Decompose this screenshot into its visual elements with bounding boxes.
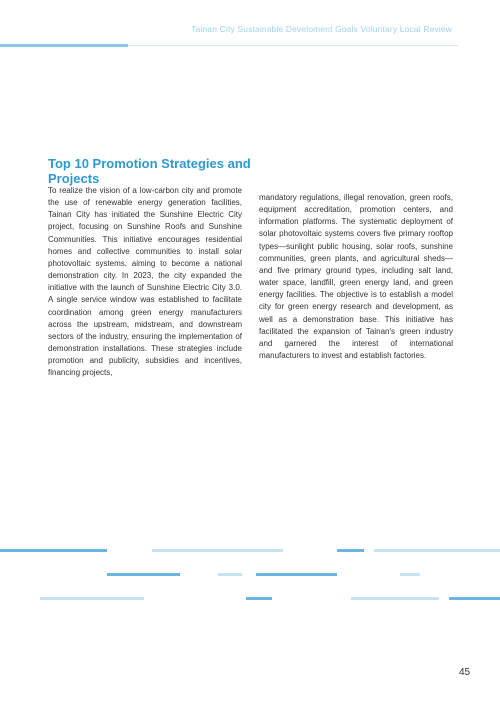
stripe <box>400 573 420 576</box>
body-paragraph-right: mandatory regulations, illegal renovation, green roofs, equipment accreditation, promotion centers, and information platforms. The systematic deployment of solar photovoltaic systems covers five primary rooftop types—sunlight public housing, solar roofs, sunshine communities, green plants, and agricultural sheds—and five primary ground types, including salt land, water space, landfill, green energy land, and green energy facilities. The objective is to establish a model city for green energy research and development, as well as a demonstration base. This initiative has facilitated the expansion of Tainan's green industry and garnered the interest of international manufacturers to invest and establish factories. <box>259 193 453 361</box>
stripe <box>374 549 500 552</box>
stripe <box>256 573 337 576</box>
stripe <box>449 597 500 600</box>
stripe <box>0 549 107 552</box>
stripe <box>337 549 364 552</box>
stripe <box>40 597 144 600</box>
running-title: Tainan City Sustainable Develoment Goals Voluntary Local Review <box>191 24 452 34</box>
body-paragraph-left: To realize the vision of a low-carbon city and promote the use of renewable energy generation facilities, Tainan City has initiated the Sunshine Electric City project, focusing on Sunshine Roofs and Sunshine Communities. This initiative encourages residential homes and collective communities to install solar photovoltaic systems, aiming to become a national demonstration city. In 2023, the city expanded the initiative with the launch of Sunshine Electric City 3.0. A single service window was established to facilitate coordination among green energy manufacturers across the upstream, midstream, and downstream sectors of the industry, ensuring the implementation of demonstration installations. These strategies include promotion and publicity, subsidies and incentives, financing projects, <box>48 186 242 378</box>
section-heading: Top 10 Promotion Strategies and Projects <box>48 156 251 186</box>
stripe <box>107 573 180 576</box>
stripe <box>152 549 283 552</box>
stripe <box>246 597 272 600</box>
stripe <box>218 573 242 576</box>
page-number: 45 <box>459 667 471 678</box>
header-rule-accent <box>0 44 128 47</box>
stripe <box>351 597 439 600</box>
